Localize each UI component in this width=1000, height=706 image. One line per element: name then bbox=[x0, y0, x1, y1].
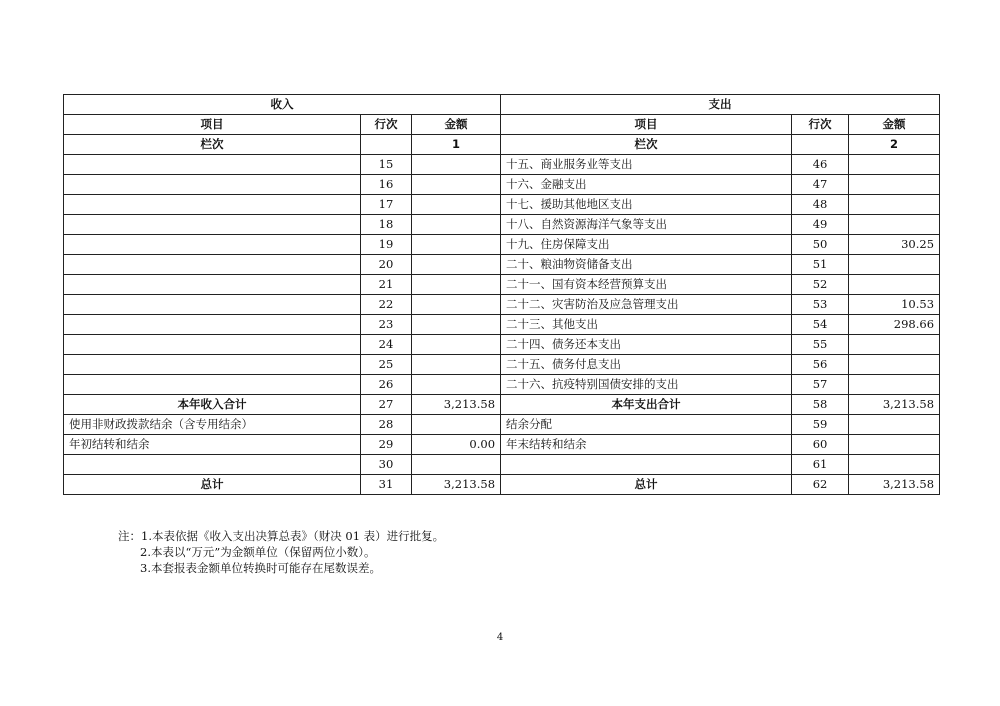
income-item: 年初结转和结余 bbox=[64, 435, 361, 455]
income-amount bbox=[412, 295, 501, 315]
income-line: 28 bbox=[361, 415, 412, 435]
income-item bbox=[64, 215, 361, 235]
expense-line: 60 bbox=[792, 435, 849, 455]
income-line: 19 bbox=[361, 235, 412, 255]
expense-amount bbox=[849, 275, 940, 295]
expense-item: 年末结转和结余 bbox=[501, 435, 792, 455]
income-item: 总计 bbox=[64, 475, 361, 495]
income-col-item: 项目 bbox=[64, 115, 361, 135]
expense-item: 二十五、债务付息支出 bbox=[501, 355, 792, 375]
expense-item: 十六、金融支出 bbox=[501, 175, 792, 195]
income-line: 31 bbox=[361, 475, 412, 495]
income-amount bbox=[412, 175, 501, 195]
income-header: 收入 bbox=[64, 95, 501, 115]
expense-line: 53 bbox=[792, 295, 849, 315]
income-col-amount: 金额 bbox=[412, 115, 501, 135]
expense-amount: 30.25 bbox=[849, 235, 940, 255]
income-line: 29 bbox=[361, 435, 412, 455]
expense-amount bbox=[849, 335, 940, 355]
expense-amount bbox=[849, 215, 940, 235]
expense-item: 二十二、灾害防治及应急管理支出 bbox=[501, 295, 792, 315]
income-amount bbox=[412, 455, 501, 475]
table-row bbox=[64, 235, 940, 255]
expense-amount bbox=[849, 255, 940, 275]
table-row bbox=[64, 295, 940, 315]
expense-line: 58 bbox=[792, 395, 849, 415]
expense-header: 支出 bbox=[501, 95, 940, 115]
table-row bbox=[64, 255, 940, 275]
table-row bbox=[64, 415, 940, 435]
income-line: 30 bbox=[361, 455, 412, 475]
header-row-lanci bbox=[64, 135, 940, 155]
expense-col-line: 行次 bbox=[792, 115, 849, 135]
income-item bbox=[64, 175, 361, 195]
income-line: 27 bbox=[361, 395, 412, 415]
income-item bbox=[64, 195, 361, 215]
expense-amount bbox=[849, 175, 940, 195]
expense-line: 61 bbox=[792, 455, 849, 475]
expense-amount bbox=[849, 355, 940, 375]
income-amount bbox=[412, 215, 501, 235]
income-amount bbox=[412, 155, 501, 175]
table-row bbox=[64, 315, 940, 335]
income-amount bbox=[412, 355, 501, 375]
income-item bbox=[64, 375, 361, 395]
expense-col-amount: 金额 bbox=[849, 115, 940, 135]
income-amount: 0.00 bbox=[412, 435, 501, 455]
expense-item: 十八、自然资源海洋气象等支出 bbox=[501, 215, 792, 235]
income-amount bbox=[412, 275, 501, 295]
table-row bbox=[64, 335, 940, 355]
expense-amount: 3,213.58 bbox=[849, 395, 940, 415]
income-amount bbox=[412, 415, 501, 435]
expense-line: 52 bbox=[792, 275, 849, 295]
note-3: 3.本套报表金额单位转换时可能存在尾数误差。 bbox=[140, 561, 381, 575]
income-item bbox=[64, 275, 361, 295]
expense-item: 二十一、国有资本经营预算支出 bbox=[501, 275, 792, 295]
income-item bbox=[64, 255, 361, 275]
expense-amount bbox=[849, 415, 940, 435]
expense-item: 二十、粮油物资储备支出 bbox=[501, 255, 792, 275]
expense-col-number: 2 bbox=[849, 135, 940, 155]
expense-line: 59 bbox=[792, 415, 849, 435]
income-amount bbox=[412, 335, 501, 355]
note-2: 2.本表以“万元”为金额单位（保留两位小数）。 bbox=[140, 545, 376, 559]
notes bbox=[118, 528, 444, 576]
expense-line: 51 bbox=[792, 255, 849, 275]
expense-lanci-line bbox=[792, 135, 849, 155]
header-row-columns bbox=[64, 115, 940, 135]
expense-amount bbox=[849, 155, 940, 175]
income-amount bbox=[412, 255, 501, 275]
income-line: 18 bbox=[361, 215, 412, 235]
expense-col-item: 项目 bbox=[501, 115, 792, 135]
income-line: 17 bbox=[361, 195, 412, 215]
expense-amount: 298.66 bbox=[849, 315, 940, 335]
income-line: 21 bbox=[361, 275, 412, 295]
expense-line: 46 bbox=[792, 155, 849, 175]
income-line: 22 bbox=[361, 295, 412, 315]
expense-item: 本年支出合计 bbox=[501, 395, 792, 415]
expense-line: 54 bbox=[792, 315, 849, 335]
expense-item: 十五、商业服务业等支出 bbox=[501, 155, 792, 175]
table-row bbox=[64, 355, 940, 375]
income-line: 16 bbox=[361, 175, 412, 195]
table-row bbox=[64, 455, 940, 475]
income-line: 20 bbox=[361, 255, 412, 275]
income-item bbox=[64, 155, 361, 175]
table-row bbox=[64, 215, 940, 235]
income-item bbox=[64, 235, 361, 255]
income-amount: 3,213.58 bbox=[412, 395, 501, 415]
income-item: 使用非财政拨款结余（含专用结余） bbox=[64, 415, 361, 435]
income-amount: 3,213.58 bbox=[412, 475, 501, 495]
expense-line: 56 bbox=[792, 355, 849, 375]
expense-amount bbox=[849, 435, 940, 455]
expense-line: 55 bbox=[792, 335, 849, 355]
table-row bbox=[64, 275, 940, 295]
income-line: 15 bbox=[361, 155, 412, 175]
expense-lanci: 栏次 bbox=[501, 135, 792, 155]
income-col-line: 行次 bbox=[361, 115, 412, 135]
expense-item: 二十三、其他支出 bbox=[501, 315, 792, 335]
income-line: 24 bbox=[361, 335, 412, 355]
expense-line: 48 bbox=[792, 195, 849, 215]
income-item bbox=[64, 295, 361, 315]
table-row bbox=[64, 175, 940, 195]
expense-line: 50 bbox=[792, 235, 849, 255]
income-line: 23 bbox=[361, 315, 412, 335]
income-line: 25 bbox=[361, 355, 412, 375]
table-row bbox=[64, 155, 940, 175]
expense-item: 二十四、债务还本支出 bbox=[501, 335, 792, 355]
expense-item: 总计 bbox=[501, 475, 792, 495]
income-line: 26 bbox=[361, 375, 412, 395]
income-item bbox=[64, 355, 361, 375]
header-row-sections bbox=[64, 95, 940, 115]
page-number: 4 bbox=[496, 632, 504, 643]
table-row bbox=[64, 195, 940, 215]
income-item bbox=[64, 455, 361, 475]
expense-line: 47 bbox=[792, 175, 849, 195]
table-row bbox=[64, 375, 940, 395]
expense-line: 62 bbox=[792, 475, 849, 495]
income-col-number: 1 bbox=[412, 135, 501, 155]
grand-total-row bbox=[64, 475, 940, 495]
income-amount bbox=[412, 195, 501, 215]
expense-amount: 10.53 bbox=[849, 295, 940, 315]
expense-amount: 3,213.58 bbox=[849, 475, 940, 495]
expense-item bbox=[501, 455, 792, 475]
income-amount bbox=[412, 235, 501, 255]
table-row bbox=[64, 435, 940, 455]
income-lanci: 栏次 bbox=[64, 135, 361, 155]
expense-item: 二十六、抗疫特别国债安排的支出 bbox=[501, 375, 792, 395]
expense-amount bbox=[849, 195, 940, 215]
income-amount bbox=[412, 315, 501, 335]
expense-amount bbox=[849, 375, 940, 395]
income-lanci-line bbox=[361, 135, 412, 155]
expense-item: 十七、援助其他地区支出 bbox=[501, 195, 792, 215]
expense-line: 57 bbox=[792, 375, 849, 395]
expense-line: 49 bbox=[792, 215, 849, 235]
income-item bbox=[64, 335, 361, 355]
income-item: 本年收入合计 bbox=[64, 395, 361, 415]
expense-amount bbox=[849, 455, 940, 475]
total-year-row bbox=[64, 395, 940, 415]
income-item bbox=[64, 315, 361, 335]
note-1: 注：1.本表依据《收入支出决算总表》（财决 01 表）进行批复。 bbox=[118, 529, 445, 543]
expense-item: 结余分配 bbox=[501, 415, 792, 435]
expense-item: 十九、住房保障支出 bbox=[501, 235, 792, 255]
income-expense-table bbox=[63, 94, 940, 495]
income-amount bbox=[412, 375, 501, 395]
